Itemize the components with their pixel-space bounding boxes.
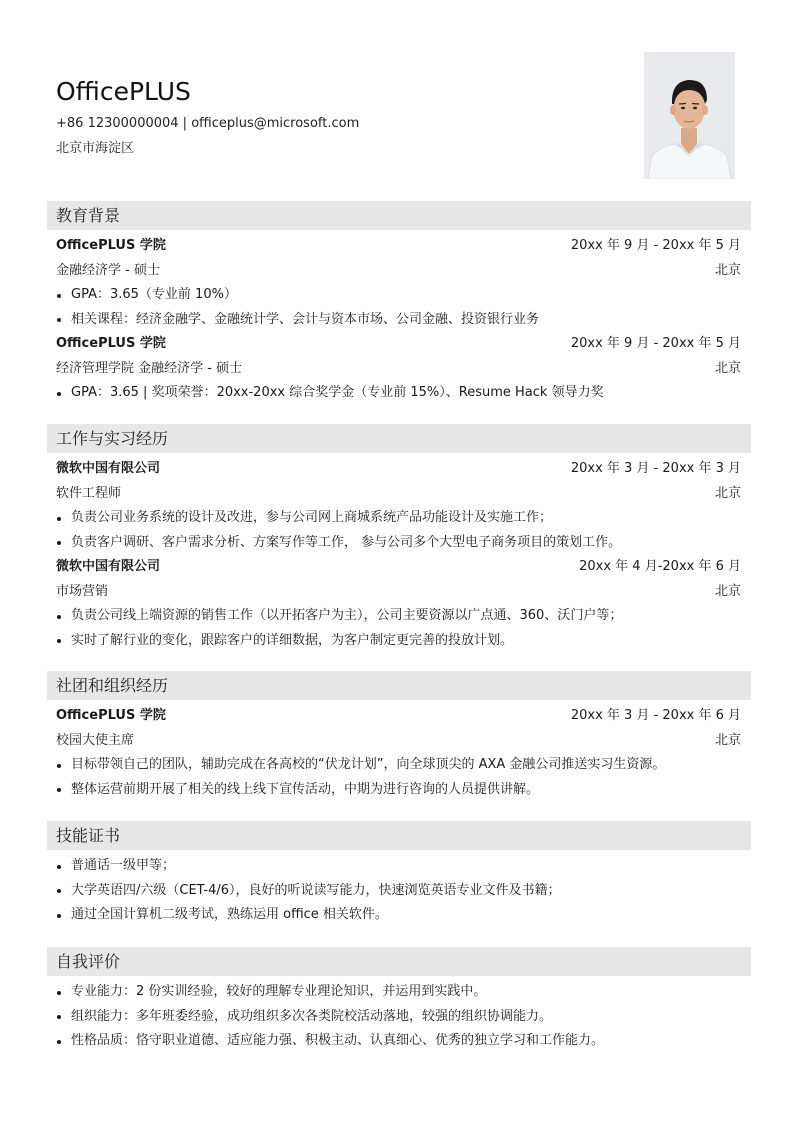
list-item: 普通话一级甲等；: [56, 854, 741, 879]
entry-subheader: [56, 259, 741, 284]
bullet-dot-icon: [57, 1015, 61, 1019]
section-education: [47, 201, 751, 406]
bullet-dot-icon: [57, 615, 61, 619]
list-item: 组织能力：多年班委经验，成功组织多次各类院校活动落地，较强的组织协调能力。: [56, 1005, 741, 1030]
entry-location: 北京: [714, 262, 741, 278]
list-item: 整体运营前期开展了相关的线上线下宣传活动，中期为进行咨询的人员提供讲解。: [56, 778, 741, 803]
entry-date: 20xx 年 9 月 - 20xx 年 5 月: [570, 238, 741, 253]
entry-role: 金融经济学 - 硕士: [56, 262, 160, 278]
entry-role: 校园大使主席: [56, 732, 135, 748]
list-item: 通过全国计算机二级考试，熟练运用 office 相关软件。: [56, 903, 741, 928]
entry-date: 20xx 年 4 月-20xx 年 6 月: [579, 559, 741, 574]
entry-subheader: [56, 482, 741, 507]
list-item: 负责公司线上端资源的销售工作（以开拓客户为主），公司主要资源以广点通、360、沃门户等；: [56, 604, 741, 629]
entry-org: 微软中国有限公司: [56, 461, 161, 476]
entry-date: 20xx 年 9 月 - 20xx 年 5 月: [570, 336, 741, 351]
entry-location: 北京: [714, 732, 741, 748]
list-item: 大学英语四/六级（CET-4/6），良好的听说读写能力，快速浏览英语专业文件及书籍；: [56, 879, 741, 904]
entry-header: [56, 555, 741, 580]
bullet-dot-icon: [57, 914, 61, 918]
bullet-dot-icon: [57, 294, 61, 298]
bullet-dot-icon: [57, 318, 61, 322]
list-item: 目标带领自己的团队，辅助完成在各高校的“伏龙计划”，向全球顶尖的 AXA 金融公司推送实习生资源。: [56, 753, 741, 778]
bullet-dot-icon: [57, 991, 61, 995]
list-item: 相关课程：经济金融学、金融统计学、会计与资本市场、公司金融、投资银行业务: [56, 308, 741, 333]
entry-role: 市场营销: [56, 583, 109, 599]
entry-org: 微软中国有限公司: [56, 559, 161, 574]
bullet-dot-icon: [57, 517, 61, 521]
list-item: GPA：3.65（专业前 10%）: [56, 283, 741, 308]
bullet-dot-icon: [57, 639, 61, 643]
entry-header: [56, 332, 741, 357]
list-item: 性格品质：恪守职业道德、适应能力强、积极主动、认真细心、优秀的独立学习和工作能力。: [56, 1029, 741, 1054]
section-self-evaluation: [47, 947, 751, 1054]
section-title: 工作与实习经历: [47, 424, 751, 453]
entry-location: 北京: [714, 360, 741, 376]
profile-photo: [644, 52, 735, 179]
section-title: 社团和组织经历: [47, 671, 751, 700]
list-item: 负责客户调研、客户需求分析、方案写作等工作， 参与公司多个大型电子商务项目的策划工作。: [56, 531, 741, 556]
section-title: 自我评价: [47, 947, 751, 976]
bullet-dot-icon: [57, 764, 61, 768]
entry-subheader: [56, 357, 741, 382]
entry-subheader: [56, 580, 741, 605]
entry-date: 20xx 年 3 月 - 20xx 年 6 月: [570, 708, 741, 723]
bullet-dot-icon: [57, 541, 61, 545]
entry-header: [56, 704, 741, 729]
list-item: GPA：3.65 | 奖项荣誉：20xx-20xx 综合奖学金（专业前 15%）、Resume Hack 领导力奖: [56, 381, 741, 406]
entry-subheader: [56, 729, 741, 754]
entry-location: 北京: [714, 485, 741, 501]
contact-line: +86 12300000004 | officeplus@microsoft.com: [56, 116, 360, 131]
candidate-name: OfficePLUS: [56, 77, 191, 106]
bullet-dot-icon: [57, 1040, 61, 1044]
entry-date: 20xx 年 3 月 - 20xx 年 3 月: [570, 461, 741, 476]
entry-location: 北京: [714, 583, 741, 599]
section-title: 教育背景: [47, 201, 751, 230]
entry-role: 软件工程师: [56, 485, 122, 501]
entry-org: OfficePLUS 学院: [56, 708, 166, 723]
person-portrait-icon: [644, 52, 735, 179]
section-title: 技能证书: [47, 821, 751, 850]
bullet-dot-icon: [57, 392, 61, 396]
address-line: 北京市海淀区: [56, 141, 135, 156]
section-skills: [47, 821, 751, 928]
list-item: 负责公司业务系统的设计及改进，参与公司网上商城系统产品功能设计及实施工作；: [56, 506, 741, 531]
list-item: 实时了解行业的变化，跟踪客户的详细数据，为客户制定更完善的投放计划。: [56, 629, 741, 654]
entry-role: 经济管理学院 金融经济学 - 硕士: [56, 360, 243, 376]
entry-org: OfficePLUS 学院: [56, 336, 166, 351]
entry-org: OfficePLUS 学院: [56, 238, 166, 253]
entry-header: [56, 234, 741, 259]
entry-header: [56, 457, 741, 482]
bullet-dot-icon: [57, 889, 61, 893]
bullet-dot-icon: [57, 865, 61, 869]
section-work: [47, 424, 751, 653]
bullet-dot-icon: [57, 788, 61, 792]
list-item: 专业能力：2 份实训经验，较好的理解专业理论知识，并运用到实践中。: [56, 980, 741, 1005]
section-clubs: [47, 671, 751, 802]
